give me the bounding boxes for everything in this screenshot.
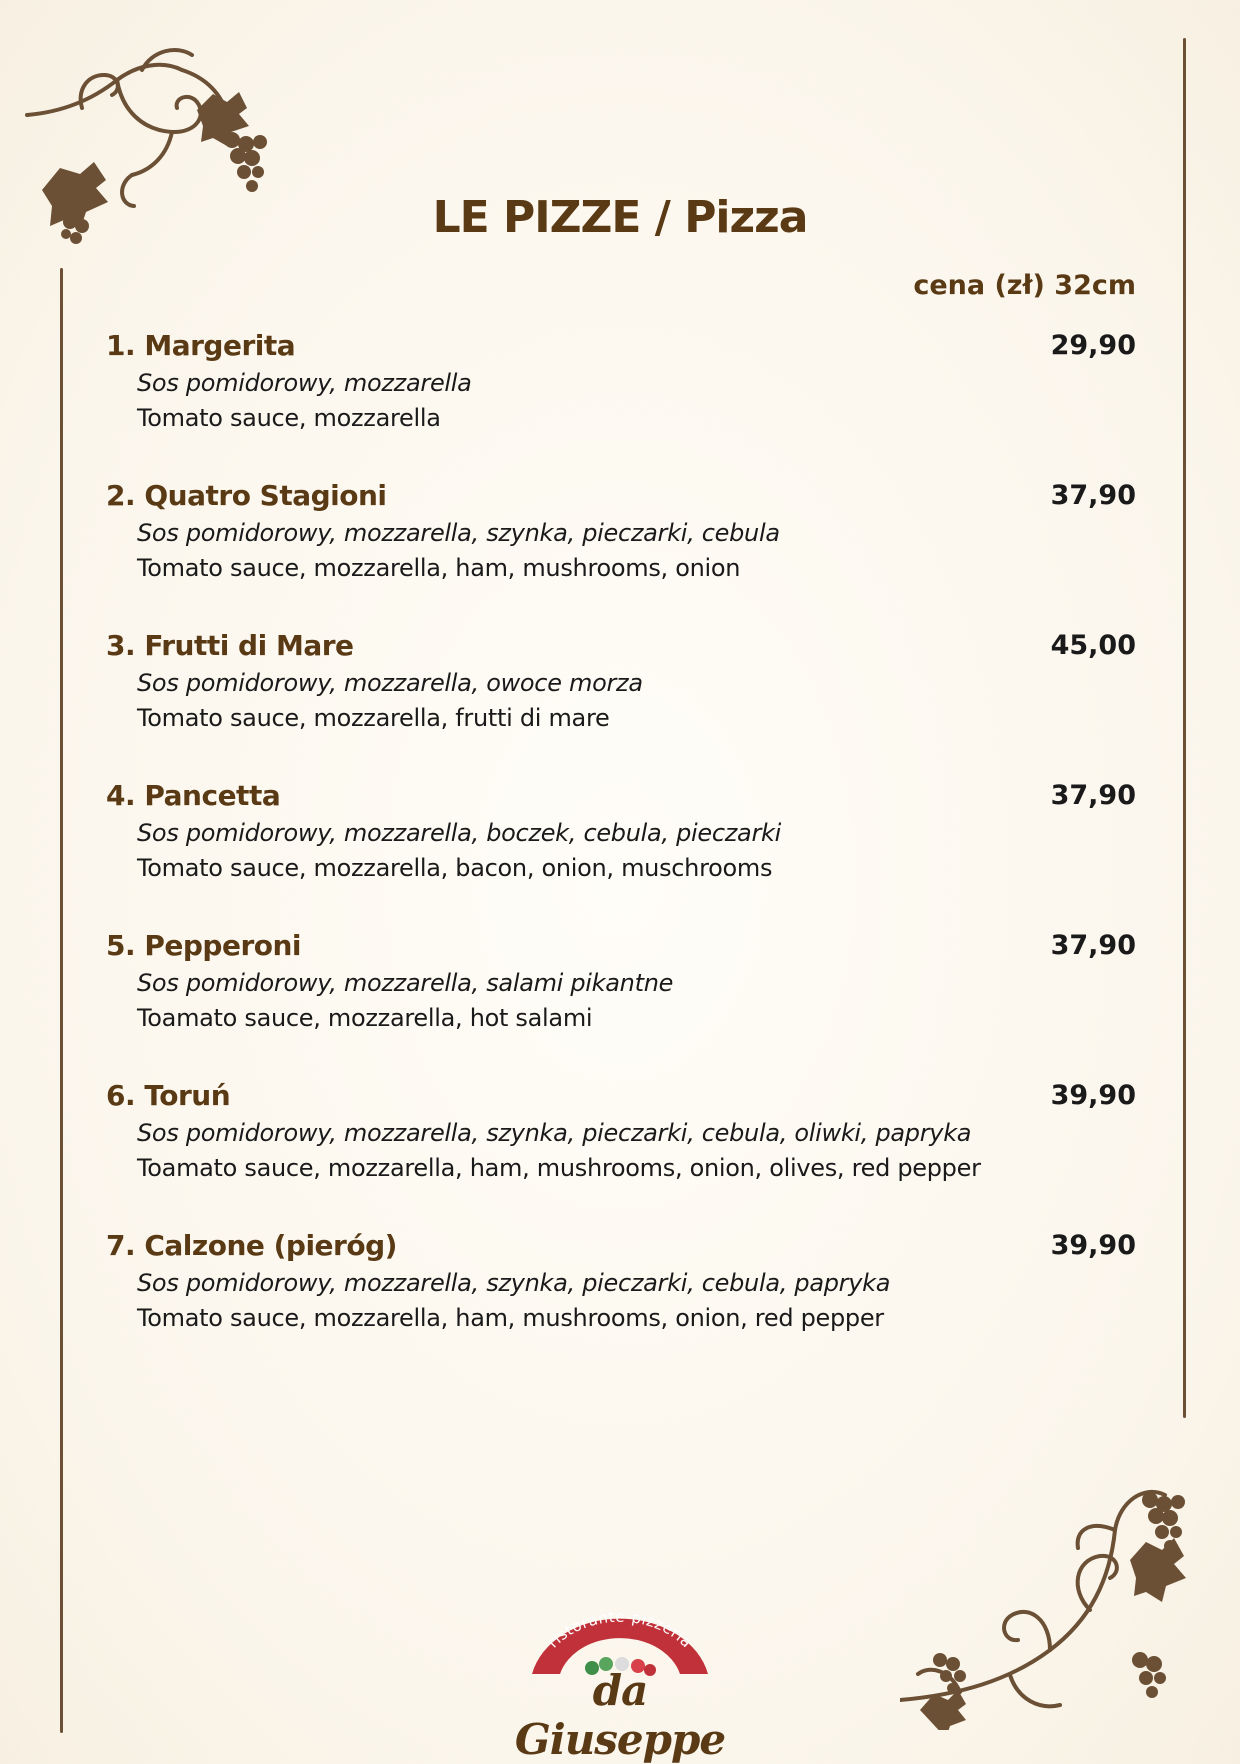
item-description-english: Toamato sauce, mozzarella, ham, mushrooms, onion, olives, red pepper xyxy=(137,1154,981,1182)
item-price: 39,90 xyxy=(1050,1230,1136,1261)
title-sub: Pizza xyxy=(684,192,808,243)
title-main: LE PIZZE xyxy=(432,192,641,243)
menu-item xyxy=(106,1226,1136,1376)
item-price: 29,90 xyxy=(1050,330,1136,361)
item-name: 5. Pepperoni xyxy=(106,929,302,962)
item-description-polish: Sos pomidorowy, mozzarella, szynka, pieczarki, cebula, papryka xyxy=(137,1269,891,1297)
menu-item xyxy=(106,776,1136,926)
item-description-polish: Sos pomidorowy, mozzarella, boczek, cebula, pieczarki xyxy=(137,819,781,847)
logo-arc-text: ristorante-pizzeria xyxy=(543,1607,696,1652)
item-description-polish: Sos pomidorowy, mozzarella xyxy=(137,369,472,397)
item-description-english: Tomato sauce, mozzarella, bacon, onion, muschrooms xyxy=(137,854,773,882)
item-name: 6. Toruń xyxy=(106,1079,231,1112)
item-description-polish: Sos pomidorowy, mozzarella, owoce morza xyxy=(137,669,643,697)
item-description-english: Tomato sauce, mozzarella, frutti di mare xyxy=(137,704,610,732)
item-price: 37,90 xyxy=(1050,480,1136,511)
item-description-polish: Sos pomidorowy, mozzarella, szynka, pieczarki, cebula xyxy=(137,519,780,547)
item-description-english: Toamato sauce, mozzarella, hot salami xyxy=(137,1004,593,1032)
item-description-english: Tomato sauce, mozzarella xyxy=(137,404,441,432)
item-name: 2. Quatro Stagioni xyxy=(106,479,387,512)
menu-item xyxy=(106,926,1136,1076)
item-price: 37,90 xyxy=(1050,930,1136,961)
item-name: 3. Frutti di Mare xyxy=(106,629,354,662)
item-description-english: Tomato sauce, mozzarella, ham, mushrooms, onion xyxy=(137,554,741,582)
page-title xyxy=(0,192,1240,243)
logo-wordmark: da Giuseppe xyxy=(514,1666,726,1764)
right-border-rule xyxy=(1183,38,1186,1418)
item-description-english: Tomato sauce, mozzarella, ham, mushrooms, onion, red pepper xyxy=(137,1304,884,1332)
menu-item xyxy=(106,476,1136,626)
item-description-polish: Sos pomidorowy, mozzarella, szynka, pieczarki, cebula, oliwki, papryka xyxy=(137,1119,972,1147)
menu-item xyxy=(106,326,1136,476)
item-price: 37,90 xyxy=(1050,780,1136,811)
item-name: 7. Calzone (pieróg) xyxy=(106,1229,397,1262)
menu-item xyxy=(106,1076,1136,1226)
item-description-polish: Sos pomidorowy, mozzarella, salami pikantne xyxy=(137,969,674,997)
menu-list xyxy=(106,326,1136,1376)
menu-item xyxy=(106,626,1136,776)
title-separator: / xyxy=(640,192,685,243)
grapevine-ornament-bottom-right-icon xyxy=(900,1460,1220,1730)
item-name: 1. Margerita xyxy=(106,329,296,362)
item-name: 4. Pancetta xyxy=(106,779,281,812)
item-price: 39,90 xyxy=(1050,1080,1136,1111)
price-column-header: cena (zł) 32cm xyxy=(913,270,1136,301)
left-border-rule xyxy=(60,268,63,1733)
restaurant-logo xyxy=(510,1598,730,1764)
item-price: 45,00 xyxy=(1050,630,1136,661)
